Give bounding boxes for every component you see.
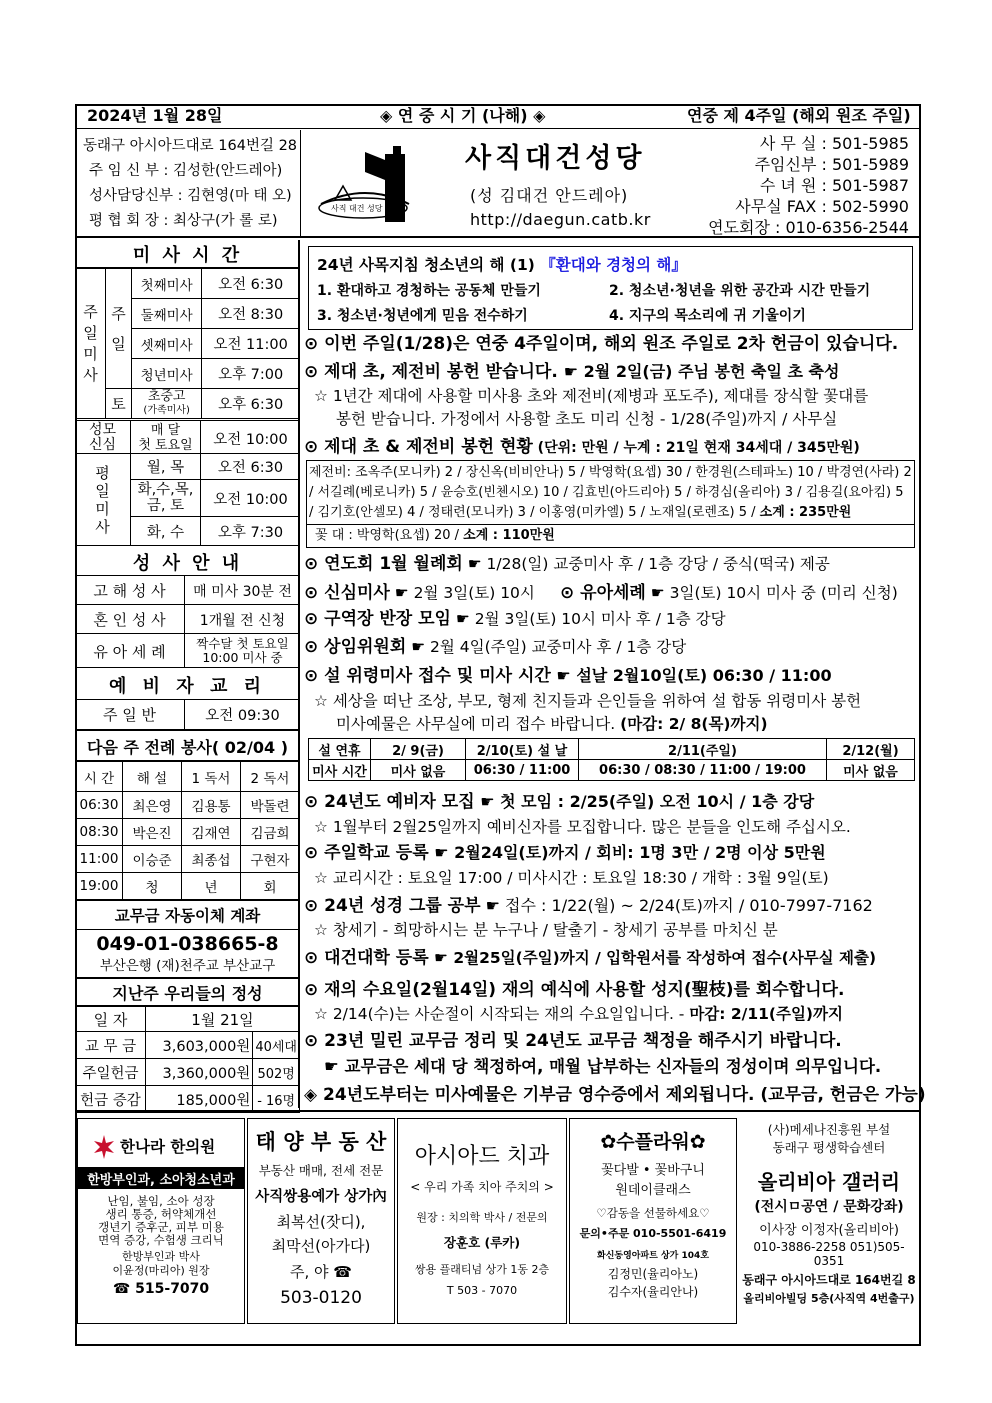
hanara-band: 한방부인과, 소아청소년과 <box>78 1167 244 1189</box>
hanara-logo <box>92 1133 116 1159</box>
council-president: 평 협 회 장 : 최상구(가 롤 로) <box>89 213 278 229</box>
ad-hanara <box>77 1118 245 1324</box>
notice-bible-study-detail: ☆ 창세기 - 희망하시는 분 누구나 / 탈출기 - 창세기 공부를 마치신 분 <box>314 921 778 939</box>
contact-office: 사 무 실 : 501-5985 <box>759 134 909 153</box>
seol-cell: 06:30 / 11:00 <box>466 760 579 781</box>
notice-mass-offering: ◈ 24년도부터는 미사예물은 기부금 영수증에서 제외됩니다. (교무금, 헌금은 가능) <box>304 1085 926 1105</box>
right-column <box>302 240 926 1108</box>
notice-catechumen-detail: ☆ 1월부터 2월25일까지 예비신자를 모집합니다. 많은 분들을 인도해 주십시오. <box>314 818 851 836</box>
col-commentary: 해 설 <box>123 762 182 792</box>
notice-district-meeting: ⊙ 구역장 반장 모임 ☛ 2월 3일(토) 10시 미사 후 / 1층 강당 <box>304 609 726 629</box>
sacrament-name: 혼 인 성 사 <box>75 605 185 634</box>
offering-title: 지난주 우리들의 정성 <box>75 977 300 1006</box>
pastor: 주 임 신 부 : 김성한(안드레아) <box>89 163 283 179</box>
contact-pastor: 주임신부 : 501-5989 <box>754 155 909 174</box>
first-saturday-time: 오전 10:00 <box>213 431 288 448</box>
flower-name: ✿수플라워✿ <box>600 1130 706 1153</box>
taeyang-line: 사직쌍용예가 상가內 <box>255 1188 387 1205</box>
offering-label: 주일헌금 <box>76 1059 146 1086</box>
contact-fax: 사무실 FAX : 502-5990 <box>735 197 909 216</box>
first-saturday-row <box>75 420 300 454</box>
offering-count: 502명 <box>253 1059 300 1086</box>
hanara-name: 한나라 한의원 <box>120 1138 216 1156</box>
server-name: 청 <box>123 873 182 900</box>
policy-item: 4. 지구의 목소리에 귀 기울이기 <box>609 308 806 324</box>
seol-cell: 06:30 / 08:30 / 11:00 / 19:00 <box>579 760 827 781</box>
sacrament-row <box>75 634 300 668</box>
notice-candles-detail: ☆ 1년간 제대에 사용할 미사용 초와 제전비(제병과 포도주), 제대를 장식할 꽃대를 <box>314 387 869 405</box>
church-url: http://daegun.catb.kr <box>470 210 651 229</box>
notice-candles: ⊙ 제대 초, 제전비 봉헌 받습니다. ☛ 2월 2일(금) 주님 봉헌 축일 초 축성 <box>304 362 840 382</box>
gallery-line: 올리비아빌딩 5층(사직역 4번출구) <box>743 1292 915 1305</box>
donor-divider <box>307 524 914 525</box>
taeyang-name: 태 양 부 동 산 <box>255 1130 387 1154</box>
gallery-name: 올리비아 갤러리 <box>757 1169 901 1194</box>
offering-date-label: 일 자 <box>76 1007 146 1032</box>
issue-date: 2024년 1월 28일 <box>87 106 223 125</box>
flower-line: 김수자(율리안나) <box>607 1284 699 1299</box>
sacrament-note: 짝수달 첫 토요일 10:00 미사 중 <box>196 636 289 665</box>
autopay-bank: 부산은행 (재)천주교 부산교구 <box>99 958 276 974</box>
seol-header: 2/11(주일) <box>579 739 827 760</box>
hanara-line: 이윤정(마리아) 원장 <box>112 1263 210 1277</box>
donor-line: / 서길례(베로니카) 5 / 윤승호(빈첸시오) 10 / 김효빈(아드리아) 5 / 하경심(올리아) 3 / 김용길(요아킴) 5 <box>309 485 904 500</box>
dental-name: 아시아드 치과 <box>414 1143 550 1169</box>
flower-line: 김정민(율리아노) <box>607 1266 699 1281</box>
hanara-line: 생리 통증, 허약체개선 <box>105 1206 217 1221</box>
weekday-mass <box>75 454 300 546</box>
policy-box <box>308 246 913 330</box>
ad-asiad-dental <box>397 1118 567 1324</box>
server-name: 박은진 <box>123 819 182 846</box>
notice-sunday-school-detail: ☆ 교리시간 : 토요일 17:00 / 미사시간 : 토요일 18:30 / 개학 : 3월 9일(토) <box>314 869 829 887</box>
sacrament-name: 유 아 세 례 <box>75 634 185 668</box>
masthead <box>75 130 921 238</box>
mass-name: 셋째미사 <box>132 329 202 359</box>
seol-header: 2/ 9(금) <box>371 739 466 760</box>
header-row <box>75 104 921 129</box>
saturday-label: 토 <box>106 389 132 419</box>
seol-cell: 미사 시간 <box>309 760 371 781</box>
dental-line: 쌍용 플래티넘 상가 1동 2층 <box>414 1263 550 1276</box>
taeyang-line: 최복선(잣디), <box>276 1212 366 1231</box>
offering-label: 교 무 금 <box>76 1032 146 1059</box>
sacrament-note: 1개월 전 신청 <box>199 612 286 629</box>
offering-amount: 185,000원 <box>146 1086 253 1113</box>
servers-title: 다음 주 전례 봉사( 02/04 ) <box>75 733 300 761</box>
mass-name: 첫째미사 <box>132 269 202 299</box>
offering-amount: 3,603,000원 <box>146 1032 253 1059</box>
offering-amount: 3,360,000원 <box>146 1059 253 1086</box>
sacrament-row <box>75 605 300 634</box>
ad-taeyang <box>247 1118 395 1324</box>
notice-candles-detail: 봉헌 받습니다. 가정에서 사용할 초도 미리 신청 - 1/28(주일)까지 / 사무실 <box>336 410 838 428</box>
notice-dues: ⊙ 23년 밀린 교무금 정리 및 24년도 교무금 책정을 해주시기 바랍니다. <box>304 1031 842 1051</box>
flower-line: ♡감동을 선물하세요♡ <box>596 1206 710 1220</box>
weekday-time: 오전 6:30 <box>201 454 300 480</box>
offering-count: 40세대 <box>253 1032 300 1059</box>
ad-suflower <box>569 1118 737 1324</box>
mass-table <box>75 268 300 419</box>
notice-seol-detail: 미사예물은 사무실에 미리 접수 바랍니다. (마감: 2/ 8(목)까지) <box>336 715 768 733</box>
flower-line: 원데이클래스 <box>615 1182 691 1198</box>
sunday-title: 연중 제 4주일 (해외 원조 주일) <box>687 106 911 125</box>
offering-label: 헌금 증감 <box>76 1086 146 1113</box>
dental-doctor: 장훈호 (루카) <box>443 1235 521 1250</box>
server-name: 김용통 <box>182 792 241 819</box>
donor-line: 꽃 대 : 박영학(요셉) 20 / 소계 : 110만원 <box>315 528 555 543</box>
gallery-line: 이사장 이정자(올리비아) <box>759 1222 899 1238</box>
server-name: 김금희 <box>241 819 300 846</box>
server-time: 19:00 <box>76 873 123 900</box>
server-time: 11:00 <box>76 846 123 873</box>
seol-cell: 미사 없음 <box>827 760 915 781</box>
gallery-line: 동래구 평생학습센터 <box>772 1139 886 1155</box>
offering-date: 1월 21일 <box>146 1007 300 1032</box>
donor-box <box>306 460 915 548</box>
server-name: 이승준 <box>123 846 182 873</box>
server-time: 08:30 <box>76 819 123 846</box>
address: 동래구 아시아드대로 164번길 28 <box>83 138 298 154</box>
taeyang-line: 부동산 매매, 전세 전문 <box>258 1163 384 1178</box>
seol-header: 설 연휴 <box>309 739 371 760</box>
sacrament-name: 고 해 성 사 <box>75 576 185 605</box>
logo-text: 사직 대건 성당 <box>331 204 383 213</box>
donor-line: / 김기호(안셀모) 4 / 정태련(모니카) 3 / 이홍영(미카엘) 5 / 노재일(로렌조) 5 / 소계 : 235만원 <box>309 505 852 520</box>
gallery-line: (전시ㅁ공연 / 문화강좌) <box>754 1199 904 1215</box>
left-column <box>75 240 300 1108</box>
sacrament-note: 매 미사 30분 전 <box>193 583 292 600</box>
policy-item: 3. 청소년∙청년에게 믿음 전수하기 <box>317 308 528 324</box>
notice-devotion-mass: ⊙ 신심미사 ☛ 2월 3일(토) 10시 <box>304 583 535 603</box>
dental-phone: T 503 - 7070 <box>446 1283 518 1297</box>
policy-item: 2. 청소년∙청년을 위한 공간과 시간 만들기 <box>609 283 871 299</box>
first-saturday-label: 성모 신심 <box>75 421 131 455</box>
mass-time: 오전 11:00 <box>202 329 300 359</box>
catechumen-row <box>75 700 300 731</box>
hanara-line: 면역 증강, 수험생 크리닉 <box>98 1232 224 1247</box>
notice-dues-detail: ☛ 교무금은 세대 당 책정하여, 매월 납부하는 신자들의 정성이며 의무입니다. <box>324 1057 882 1076</box>
weekday-days: 월, 목 <box>131 454 201 480</box>
notice-catechumen: ⊙ 24년도 예비자 모집 ☛ 첫 모임 : 2/25(주일) 오전 10시 / 1층 강당 <box>304 792 815 812</box>
offering-table <box>75 1006 300 1113</box>
weekday-days: 화, 수 <box>131 517 201 546</box>
saturday-mass-name: 초중고 (가족미사) <box>132 389 202 419</box>
sunday-mass-label: 주일미사 <box>76 269 106 419</box>
notice-overseas-aid: ⊙ 이번 주일(1/28)은 연중 4주일이며, 해외 원조 주일로 2차 헌금이 있습니다. <box>304 334 899 354</box>
seol-header: 2/10(토) 설 날 <box>466 739 579 760</box>
offering-count: - 16명 <box>253 1086 300 1113</box>
logo <box>313 142 417 226</box>
weekday-time: 오전 10:00 <box>201 480 300 517</box>
notice-standing-committee: ⊙ 상임위원회 ☛ 2월 4일(주일) 교중미사 후 / 1층 강당 <box>304 637 687 657</box>
donor-line: 제전비: 조옥주(모니카) 2 / 장신옥(비비안나) 5 / 박영학(요셉) 30 / 한경원(스테파노) 10 / 박경연(사라) 2 <box>309 465 912 480</box>
hanara-line: 한방부인과 박사 <box>122 1249 200 1263</box>
church-name: 사직대건성당 <box>465 143 646 174</box>
gallery-line: 010-3886-2258 051)505-0351 <box>753 1240 905 1268</box>
mass-title: 미 사 시 간 <box>75 240 300 268</box>
taeyang-line: 최막선(아가다) <box>271 1236 371 1255</box>
catechumen-title: 예 비 자 교 리 <box>75 670 300 700</box>
servers-table <box>75 761 300 900</box>
contact-yeondo: 연도회장 : 010-6356-2544 <box>708 218 909 237</box>
col-time: 시 간 <box>76 762 123 792</box>
gallery-line: (사)메세나진흥원 부설 <box>767 1121 891 1137</box>
flower-line: 꽃다발 • 꽃바구니 <box>601 1162 705 1178</box>
mass-name: 둘째미사 <box>132 299 202 329</box>
mass-time: 오전 8:30 <box>202 299 300 329</box>
assistant-priest: 성사담당신부 : 김현영(마 태 오) <box>89 188 292 204</box>
notice-infant-baptism: ⊙ 유아세례 ☛ 3일(토) 10시 미사 중 (미리 신청) <box>560 583 898 603</box>
notice-seol-detail: ☆ 세상을 떠난 조상, 부모, 형제 친지들과 은인들을 위하여 설 합동 위령미사 봉헌 <box>314 692 862 710</box>
notice-donation-status: ⊙ 제대 초 & 제전비 봉헌 현황 (단위: 만원 / 누계 : 21일 현재 34세대 / 345만원) <box>304 437 860 457</box>
server-name: 회 <box>241 873 300 900</box>
church-patron: (성 김대건 안드레아) <box>470 186 629 205</box>
saturday-mass-time: 오후 6:30 <box>202 389 300 419</box>
weekday-label: 평일미사 <box>75 454 131 546</box>
catechumen-time: 오전 09:30 <box>205 708 280 724</box>
notice-yeondo: ⊙ 연도회 1월 월례회 ☛ 1/28(일) 교중미사 후 / 1층 강당 / 중식(떡국) 제공 <box>304 554 830 574</box>
ad-olivia-gallery <box>739 1118 919 1324</box>
mass-time: 오후 7:00 <box>202 359 300 389</box>
notice-bible-study: ⊙ 24년 성경 그룹 공부 ☛ 접수 : 1/22(월) ~ 2/24(토)까지 / 010-7997-7162 <box>304 896 873 916</box>
sacraments-title: 성 사 안 내 <box>75 548 300 576</box>
col-reading1: 1 독서 <box>182 762 241 792</box>
hanara-phone: ☎ 515-7070 <box>112 1281 210 1297</box>
hanara-line: 난임, 불임, 소아 성장 <box>107 1193 215 1208</box>
server-name: 구현자 <box>241 846 300 873</box>
dental-line: 원장 : 치의학 박사 / 전문의 <box>416 1211 548 1224</box>
server-name: 최은영 <box>123 792 182 819</box>
hanara-line: 갱년기 증후군, 피부 미용 <box>98 1219 224 1234</box>
notice-sunday-school: ⊙ 주일학교 등록 ☛ 2월24일(토)까지 / 회비: 1명 3만 / 2명 이상 5만원 <box>304 843 826 863</box>
policy-title: 24년 사목지침 청소년의 해 (1) 『환대와 경청의 해』 <box>317 256 687 274</box>
autopay-title: 교무금 자동이체 계좌 <box>75 900 300 930</box>
notice-daegun-college: ⊙ 대건대학 등록 ☛ 2월25일(주일)까지 / 입학원서를 작성하여 접수(사무실 제출) <box>304 948 877 968</box>
server-time: 06:30 <box>76 792 123 819</box>
parish-info <box>75 130 301 238</box>
server-name: 최종섭 <box>182 846 241 873</box>
weekday-days: 화,수,목,금, 토 <box>131 480 201 517</box>
catechumen-class: 주 일 반 <box>75 700 185 729</box>
seol-header: 2/12(월) <box>827 739 915 760</box>
sacrament-row <box>75 576 300 605</box>
notice-seol-memorial: ⊙ 설 위령미사 접수 및 미사 시간 ☛ 설날 2월10일(토) 06:30 / 11:00 <box>304 666 832 686</box>
seol-cell: 미사 없음 <box>371 760 466 781</box>
mass-time: 오전 6:30 <box>202 269 300 299</box>
contact-convent: 수 녀 원 : 501-5987 <box>759 176 909 195</box>
server-name: 년 <box>182 873 241 900</box>
policy-item: 1. 환대하고 경청하는 공동체 만들기 <box>317 283 541 299</box>
liturgical-season: ◈ 연 중 시 기 (나해) ◈ <box>380 106 546 125</box>
col-reading2: 2 독서 <box>241 762 300 792</box>
server-name: 김재연 <box>182 819 241 846</box>
server-name: 박돌련 <box>241 792 300 819</box>
first-saturday-name: 매 달 첫 토요일 <box>131 421 201 455</box>
sunday-label: 주 일 <box>106 269 132 389</box>
mass-name: 청년미사 <box>132 359 202 389</box>
notice-ash-wednesday-detail: ☆ 2/14(수)는 사순절이 시작되는 재의 수요일입니다. - 마감: 2/11(주일)까지 <box>314 1005 843 1023</box>
notice-ash-wednesday: ⊙ 재의 수요일(2월14일) 재의 예식에 사용할 성지(聖枝)를 회수합니다. <box>304 980 845 1000</box>
taeyang-line: 주, 야 ☎ <box>290 1262 352 1281</box>
flower-line: 화신동영아파트 상가 104호 <box>597 1250 709 1261</box>
seol-schedule-table <box>308 738 915 781</box>
flower-line: 문의•주문 010-5501-6419 <box>579 1227 727 1240</box>
dental-slogan: < 우리 가족 치아 주치의 > <box>410 1179 554 1194</box>
ads-row <box>75 1110 921 1112</box>
taeyang-phone: 503-0120 <box>280 1288 362 1308</box>
weekday-time: 오후 7:30 <box>217 525 284 541</box>
gallery-line: 동래구 아시아드대로 164번길 8 <box>742 1272 916 1287</box>
autopay-account: 049-01-038665-8 <box>96 933 279 955</box>
